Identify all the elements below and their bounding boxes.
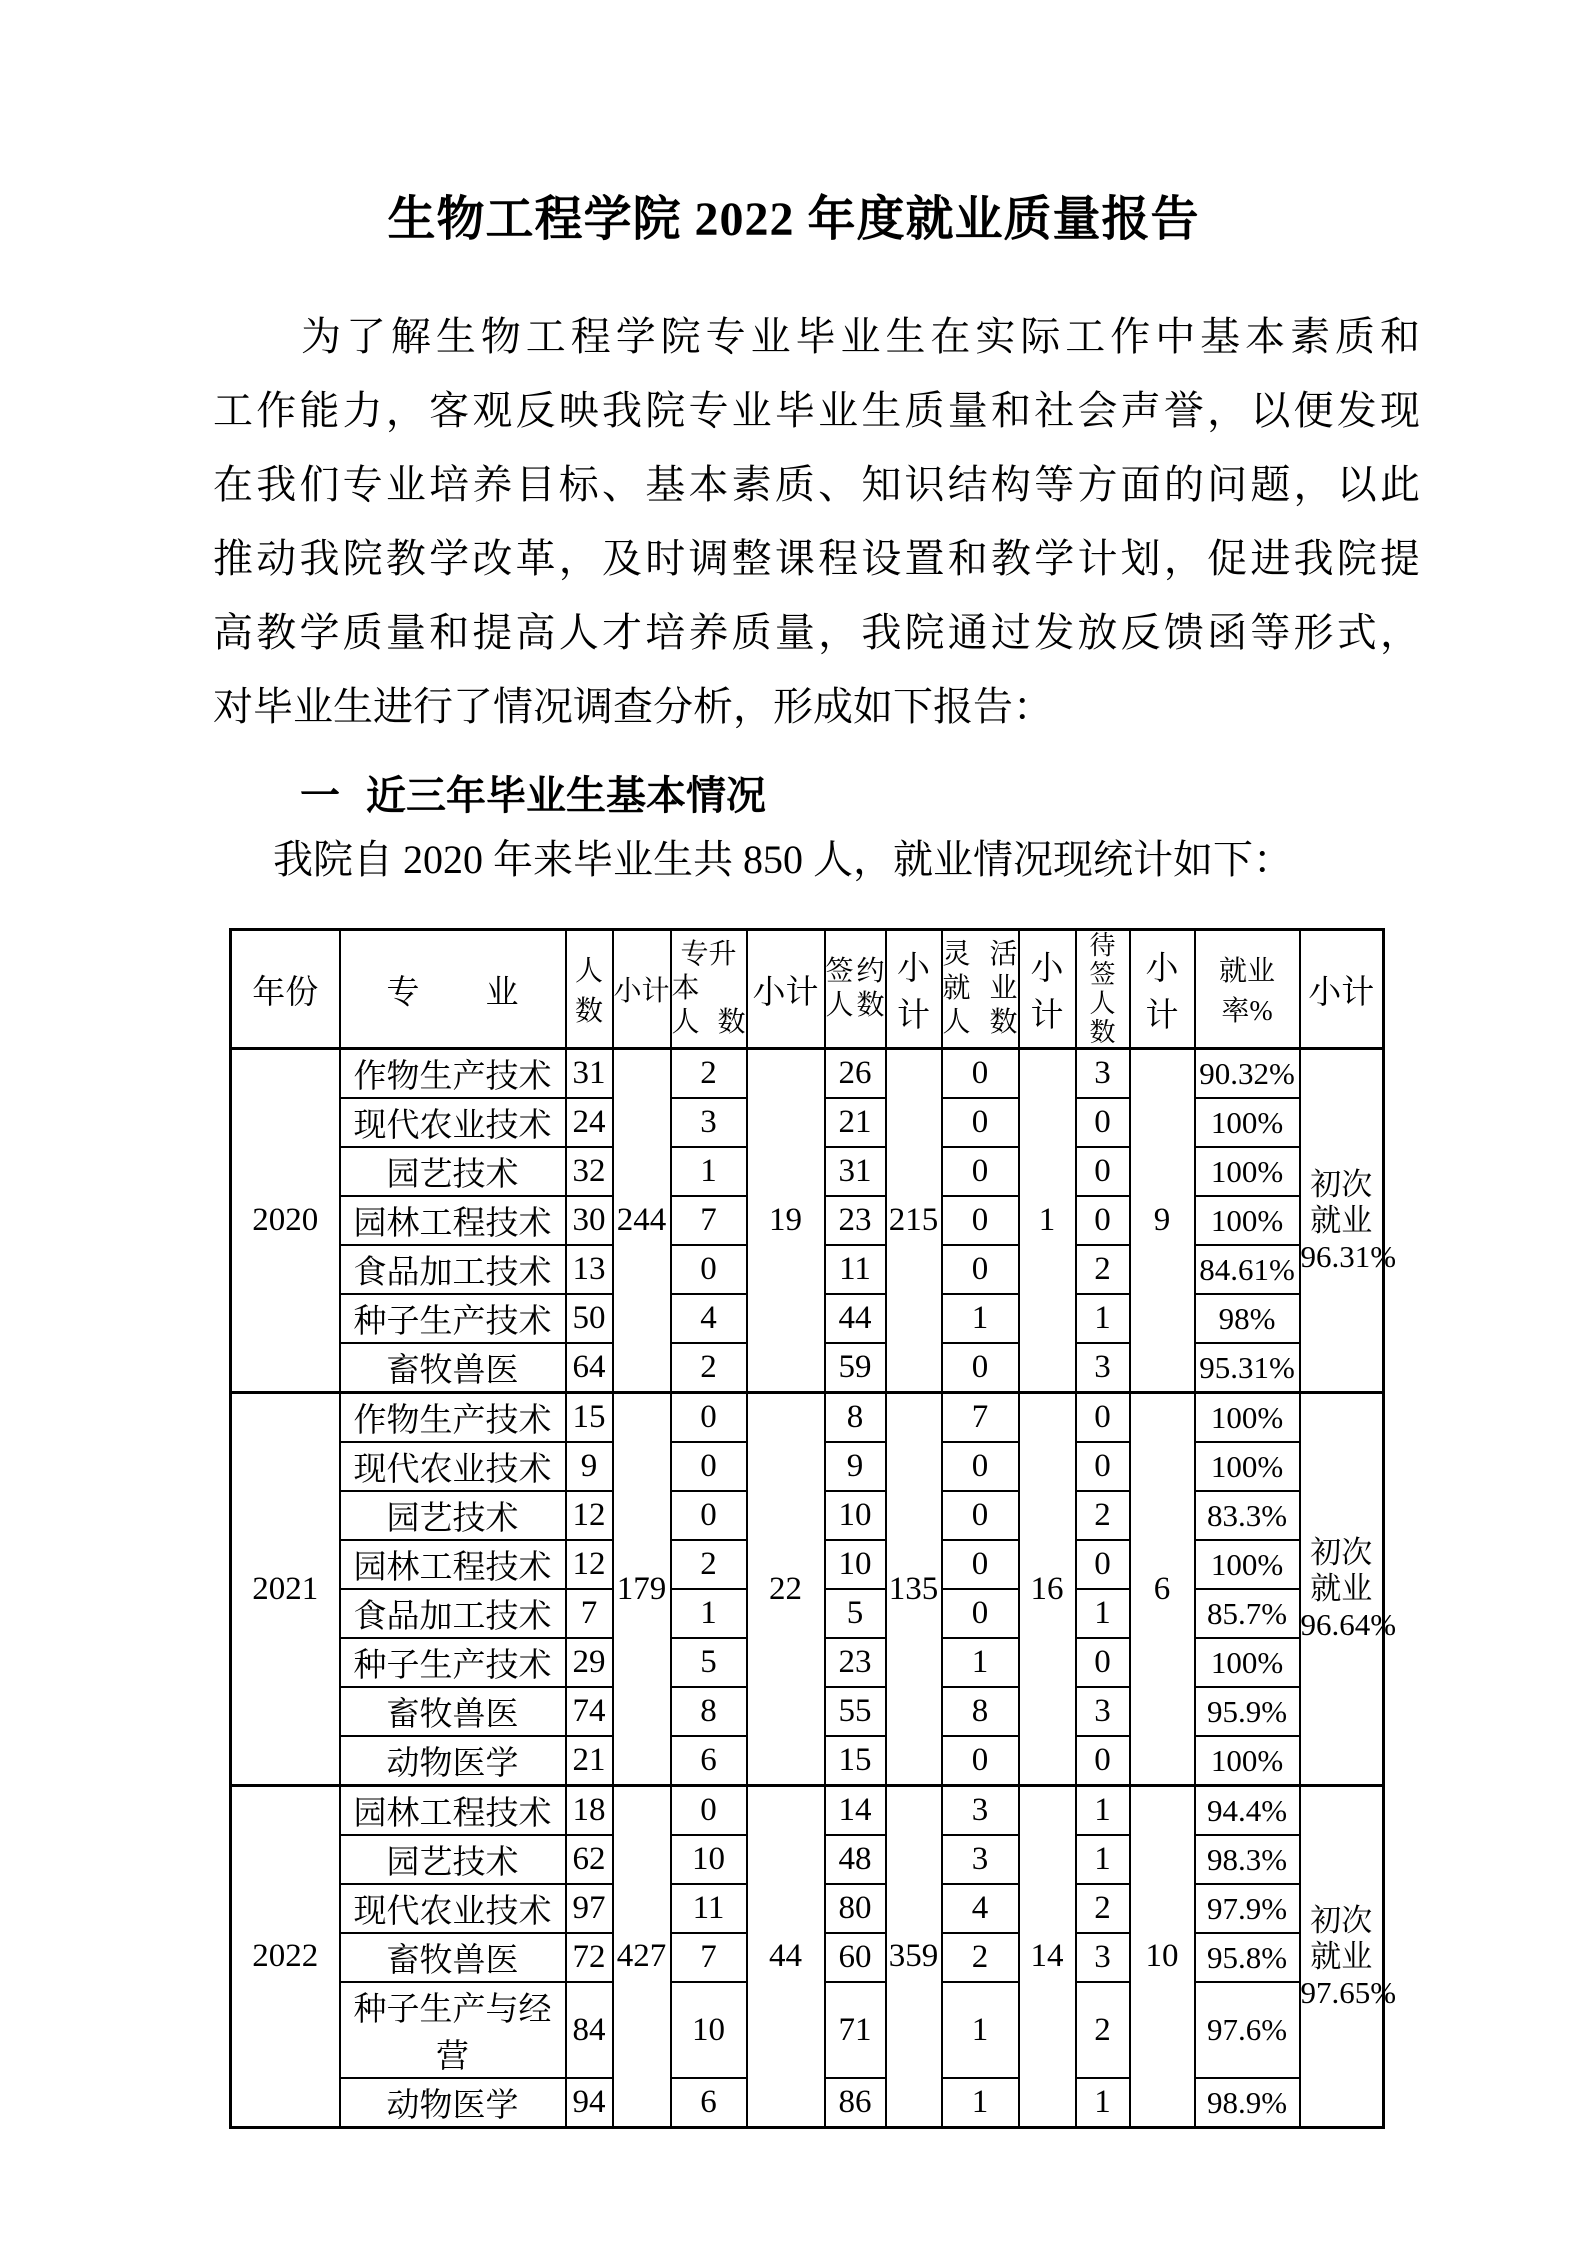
major-cell: 作物生产技术 bbox=[340, 1049, 566, 1099]
upgrade-cell: 10 bbox=[671, 1982, 747, 2078]
flexible-cell: 0 bbox=[942, 1442, 1019, 1491]
page-title: 生物工程学院 2022 年度就业质量报告 bbox=[387, 193, 1200, 246]
upgrade-cell: 10 bbox=[671, 1835, 747, 1884]
rate-cell: 100% bbox=[1195, 1736, 1300, 1786]
rate-cell: 97.6% bbox=[1195, 1982, 1300, 2078]
signed-subtotal-cell: 359 bbox=[886, 1786, 942, 2128]
upgrade-cell: 2 bbox=[671, 1540, 747, 1589]
year-cell: 2020 bbox=[231, 1049, 340, 1393]
signed-cell: 71 bbox=[825, 1982, 886, 2078]
signed-cell: 80 bbox=[825, 1884, 886, 1933]
paragraph-line: 为了解生物工程学院专业毕业生在实际工作中基本素质和 bbox=[301, 314, 1420, 359]
rate-cell: 90.32% bbox=[1195, 1049, 1300, 1099]
major-cell: 食品加工技术 bbox=[340, 1589, 566, 1638]
header-subtotal: 小计 bbox=[1300, 930, 1384, 1049]
count-cell: 29 bbox=[566, 1638, 613, 1687]
upgrade-cell: 7 bbox=[671, 1933, 747, 1982]
major-cell: 种子生产技术 bbox=[340, 1638, 566, 1687]
header-subtotal: 小计 bbox=[1019, 930, 1076, 1049]
rate-cell: 100% bbox=[1195, 1540, 1300, 1589]
flexible-cell: 0 bbox=[942, 1736, 1019, 1786]
upgrade-subtotal-cell: 22 bbox=[747, 1393, 825, 1786]
pending-cell: 2 bbox=[1076, 1982, 1130, 2078]
paragraph-line: 对毕业生进行了情况调查分析，形成如下报告： bbox=[213, 684, 1053, 729]
header-subtotal: 小计 bbox=[1130, 930, 1195, 1049]
upgrade-cell: 1 bbox=[671, 1589, 747, 1638]
rate-cell: 98.3% bbox=[1195, 1835, 1300, 1884]
header-subtotal: 小计 bbox=[886, 930, 942, 1049]
rate-cell: 100% bbox=[1195, 1393, 1300, 1443]
major-cell: 种子生产技术 bbox=[340, 1294, 566, 1343]
pending-subtotal-cell: 10 bbox=[1130, 1786, 1195, 2128]
upgrade-cell: 0 bbox=[671, 1491, 747, 1540]
rate-cell: 100% bbox=[1195, 1442, 1300, 1491]
rate-subtotal-cell: 初次 就业 96.64% bbox=[1300, 1393, 1384, 1786]
section-title: 近三年毕业生基本情况 bbox=[366, 774, 766, 818]
upgrade-cell: 0 bbox=[671, 1245, 747, 1294]
major-cell: 畜牧兽医 bbox=[340, 1687, 566, 1736]
count-cell: 50 bbox=[566, 1294, 613, 1343]
signed-cell: 5 bbox=[825, 1589, 886, 1638]
header-subtotal: 小计 bbox=[613, 930, 671, 1049]
major-cell: 动物医学 bbox=[340, 2078, 566, 2128]
major-cell: 现代农业技术 bbox=[340, 1442, 566, 1491]
major-cell: 现代农业技术 bbox=[340, 1884, 566, 1933]
signed-cell: 48 bbox=[825, 1835, 886, 1884]
pending-cell: 2 bbox=[1076, 1884, 1130, 1933]
flexible-cell: 7 bbox=[942, 1393, 1019, 1443]
year-cell: 2021 bbox=[231, 1393, 340, 1786]
count-cell: 13 bbox=[566, 1245, 613, 1294]
header-flexible-count: 灵活 就业 人数 bbox=[942, 930, 1019, 1049]
major-cell: 园林工程技术 bbox=[340, 1196, 566, 1245]
rate-cell: 85.7% bbox=[1195, 1589, 1300, 1638]
header-signed-count: 签约 人数 bbox=[825, 930, 886, 1049]
rate-cell: 83.3% bbox=[1195, 1491, 1300, 1540]
intro-paragraph bbox=[213, 300, 1420, 744]
flexible-cell: 1 bbox=[942, 1982, 1019, 2078]
major-cell: 园林工程技术 bbox=[340, 1540, 566, 1589]
pending-cell: 0 bbox=[1076, 1736, 1130, 1786]
header-year: 年份 bbox=[231, 930, 340, 1049]
flexible-cell: 1 bbox=[942, 1294, 1019, 1343]
pending-subtotal-cell: 9 bbox=[1130, 1049, 1195, 1393]
major-cell: 园艺技术 bbox=[340, 1147, 566, 1196]
count-cell: 21 bbox=[566, 1736, 613, 1786]
count-cell: 9 bbox=[566, 1442, 613, 1491]
signed-cell: 23 bbox=[825, 1196, 886, 1245]
paragraph-line: 推动我院教学改革，及时调整课程设置和教学计划，促进我院提 bbox=[213, 536, 1420, 581]
flexible-cell: 0 bbox=[942, 1491, 1019, 1540]
count-cell: 31 bbox=[566, 1049, 613, 1099]
major-cell: 食品加工技术 bbox=[340, 1245, 566, 1294]
signed-subtotal-cell: 215 bbox=[886, 1049, 942, 1393]
flexible-cell: 0 bbox=[942, 1098, 1019, 1147]
upgrade-cell: 1 bbox=[671, 1147, 747, 1196]
major-cell: 种子生产与经营 bbox=[340, 1982, 566, 2078]
flexible-cell: 0 bbox=[942, 1540, 1019, 1589]
pending-cell: 0 bbox=[1076, 1442, 1130, 1491]
major-cell: 作物生产技术 bbox=[340, 1393, 566, 1443]
signed-subtotal-cell: 135 bbox=[886, 1393, 942, 1786]
signed-cell: 21 bbox=[825, 1098, 886, 1147]
signed-cell: 44 bbox=[825, 1294, 886, 1343]
count-cell: 12 bbox=[566, 1491, 613, 1540]
upgrade-cell: 0 bbox=[671, 1442, 747, 1491]
upgrade-cell: 5 bbox=[671, 1638, 747, 1687]
signed-cell: 86 bbox=[825, 2078, 886, 2128]
flexible-subtotal-cell: 1 bbox=[1019, 1049, 1076, 1393]
rate-cell: 95.8% bbox=[1195, 1933, 1300, 1982]
table-row bbox=[231, 1786, 1384, 1836]
signed-cell: 14 bbox=[825, 1786, 886, 1836]
count-cell: 18 bbox=[566, 1786, 613, 1836]
pending-cell: 0 bbox=[1076, 1147, 1130, 1196]
pending-cell: 1 bbox=[1076, 1294, 1130, 1343]
signed-cell: 26 bbox=[825, 1049, 886, 1099]
employment-table-body bbox=[231, 1049, 1397, 2128]
upgrade-cell: 3 bbox=[671, 1098, 747, 1147]
pending-cell: 3 bbox=[1076, 1933, 1130, 1982]
major-cell: 园艺技术 bbox=[340, 1835, 566, 1884]
rate-cell: 100% bbox=[1195, 1638, 1300, 1687]
rate-cell: 100% bbox=[1195, 1098, 1300, 1147]
table-intro-line: 我院自 2020 年来毕业生共 850 人，就业情况现统计如下： bbox=[273, 837, 1293, 882]
pending-cell: 0 bbox=[1076, 1098, 1130, 1147]
rate-subtotal-cell: 初次 就业 96.31% bbox=[1300, 1049, 1384, 1393]
section-number: 一 bbox=[300, 774, 340, 818]
flexible-cell: 3 bbox=[942, 1835, 1019, 1884]
rate-cell: 98.9% bbox=[1195, 2078, 1300, 2128]
signed-cell: 8 bbox=[825, 1393, 886, 1443]
count-cell: 7 bbox=[566, 1589, 613, 1638]
flexible-cell: 0 bbox=[942, 1147, 1019, 1196]
flexible-cell: 0 bbox=[942, 1245, 1019, 1294]
header-subtotal: 小计 bbox=[747, 930, 825, 1049]
header-count: 人数 bbox=[566, 930, 613, 1049]
rate-cell: 100% bbox=[1195, 1147, 1300, 1196]
upgrade-cell: 2 bbox=[671, 1343, 747, 1393]
count-cell: 94 bbox=[566, 2078, 613, 2128]
major-cell: 园林工程技术 bbox=[340, 1786, 566, 1836]
count-cell: 15 bbox=[566, 1393, 613, 1443]
rate-cell: 84.61% bbox=[1195, 1245, 1300, 1294]
major-cell: 畜牧兽医 bbox=[340, 1933, 566, 1982]
count-cell: 24 bbox=[566, 1098, 613, 1147]
flexible-subtotal-cell: 16 bbox=[1019, 1393, 1076, 1786]
pending-cell: 3 bbox=[1076, 1687, 1130, 1736]
pending-cell: 0 bbox=[1076, 1540, 1130, 1589]
upgrade-cell: 4 bbox=[671, 1294, 747, 1343]
flexible-cell: 0 bbox=[942, 1049, 1019, 1099]
pending-cell: 1 bbox=[1076, 1786, 1130, 1836]
count-cell: 62 bbox=[566, 1835, 613, 1884]
paragraph-line: 工作能力，客观反映我院专业毕业生质量和社会声誉，以便发现 bbox=[213, 388, 1420, 433]
upgrade-cell: 0 bbox=[671, 1786, 747, 1836]
signed-cell: 55 bbox=[825, 1687, 886, 1736]
paragraph-line: 高教学质量和提高人才培养质量，我院通过发放反馈函等形式， bbox=[213, 610, 1420, 655]
flexible-cell: 8 bbox=[942, 1687, 1019, 1736]
signed-cell: 15 bbox=[825, 1736, 886, 1786]
flexible-subtotal-cell: 14 bbox=[1019, 1786, 1076, 2128]
pending-cell: 1 bbox=[1076, 2078, 1130, 2128]
rate-cell: 94.4% bbox=[1195, 1786, 1300, 1836]
count-subtotal-cell: 427 bbox=[613, 1786, 671, 2128]
major-cell: 动物医学 bbox=[340, 1736, 566, 1786]
count-cell: 30 bbox=[566, 1196, 613, 1245]
upgrade-cell: 11 bbox=[671, 1884, 747, 1933]
count-cell: 32 bbox=[566, 1147, 613, 1196]
header-pending-count: 待 签 人 数 bbox=[1076, 930, 1130, 1049]
signed-cell: 10 bbox=[825, 1540, 886, 1589]
count-subtotal-cell: 244 bbox=[613, 1049, 671, 1393]
signed-cell: 10 bbox=[825, 1491, 886, 1540]
signed-cell: 9 bbox=[825, 1442, 886, 1491]
flexible-cell: 1 bbox=[942, 1638, 1019, 1687]
section-heading bbox=[300, 772, 1420, 820]
header-major: 专 业 bbox=[340, 930, 566, 1049]
rate-cell: 95.9% bbox=[1195, 1687, 1300, 1736]
flexible-cell: 0 bbox=[942, 1196, 1019, 1245]
pending-cell: 2 bbox=[1076, 1491, 1130, 1540]
rate-subtotal-cell: 初次 就业 97.65% bbox=[1300, 1786, 1384, 2128]
flexible-cell: 3 bbox=[942, 1786, 1019, 1836]
pending-subtotal-cell: 6 bbox=[1130, 1393, 1195, 1786]
header-employment-rate: 就业率% bbox=[1195, 930, 1300, 1049]
year-cell: 2022 bbox=[231, 1786, 340, 2128]
signed-cell: 31 bbox=[825, 1147, 886, 1196]
upgrade-cell: 0 bbox=[671, 1393, 747, 1443]
pending-cell: 3 bbox=[1076, 1343, 1130, 1393]
count-subtotal-cell: 179 bbox=[613, 1393, 671, 1786]
count-cell: 12 bbox=[566, 1540, 613, 1589]
major-cell: 现代农业技术 bbox=[340, 1098, 566, 1147]
upgrade-cell: 6 bbox=[671, 2078, 747, 2128]
rate-cell: 98% bbox=[1195, 1294, 1300, 1343]
flexible-cell: 0 bbox=[942, 1343, 1019, 1393]
upgrade-subtotal-cell: 44 bbox=[747, 1786, 825, 2128]
pending-cell: 0 bbox=[1076, 1638, 1130, 1687]
flexible-cell: 1 bbox=[942, 2078, 1019, 2128]
pending-cell: 0 bbox=[1076, 1196, 1130, 1245]
signed-cell: 60 bbox=[825, 1933, 886, 1982]
table-row bbox=[231, 1393, 1384, 1443]
flexible-cell: 4 bbox=[942, 1884, 1019, 1933]
upgrade-cell: 7 bbox=[671, 1196, 747, 1245]
signed-cell: 59 bbox=[825, 1343, 886, 1393]
major-cell: 畜牧兽医 bbox=[340, 1343, 566, 1393]
pending-cell: 1 bbox=[1076, 1835, 1130, 1884]
table-row bbox=[231, 1049, 1384, 1099]
paragraph-line: 在我们专业培养目标、基本素质、知识结构等方面的问题，以此 bbox=[213, 462, 1420, 507]
count-cell: 97 bbox=[566, 1884, 613, 1933]
signed-cell: 23 bbox=[825, 1638, 886, 1687]
rate-cell: 95.31% bbox=[1195, 1343, 1300, 1393]
count-cell: 84 bbox=[566, 1982, 613, 2078]
table-header-row bbox=[231, 930, 1384, 1049]
upgrade-subtotal-cell: 19 bbox=[747, 1049, 825, 1393]
pending-cell: 1 bbox=[1076, 1589, 1130, 1638]
header-upgrade-count: 专升本 人数 bbox=[671, 930, 747, 1049]
pending-cell: 0 bbox=[1076, 1393, 1130, 1443]
upgrade-cell: 8 bbox=[671, 1687, 747, 1736]
upgrade-cell: 2 bbox=[671, 1049, 747, 1099]
count-cell: 74 bbox=[566, 1687, 613, 1736]
document-content bbox=[213, 300, 1420, 2129]
flexible-cell: 0 bbox=[942, 1589, 1019, 1638]
count-cell: 72 bbox=[566, 1933, 613, 1982]
upgrade-cell: 6 bbox=[671, 1736, 747, 1786]
count-cell: 64 bbox=[566, 1343, 613, 1393]
pending-cell: 2 bbox=[1076, 1245, 1130, 1294]
signed-cell: 11 bbox=[825, 1245, 886, 1294]
major-cell: 园艺技术 bbox=[340, 1491, 566, 1540]
rate-cell: 100% bbox=[1195, 1196, 1300, 1245]
employment-stats-table bbox=[229, 928, 1397, 2129]
rate-cell: 97.9% bbox=[1195, 1884, 1300, 1933]
flexible-cell: 2 bbox=[942, 1933, 1019, 1982]
pending-cell: 3 bbox=[1076, 1049, 1130, 1099]
